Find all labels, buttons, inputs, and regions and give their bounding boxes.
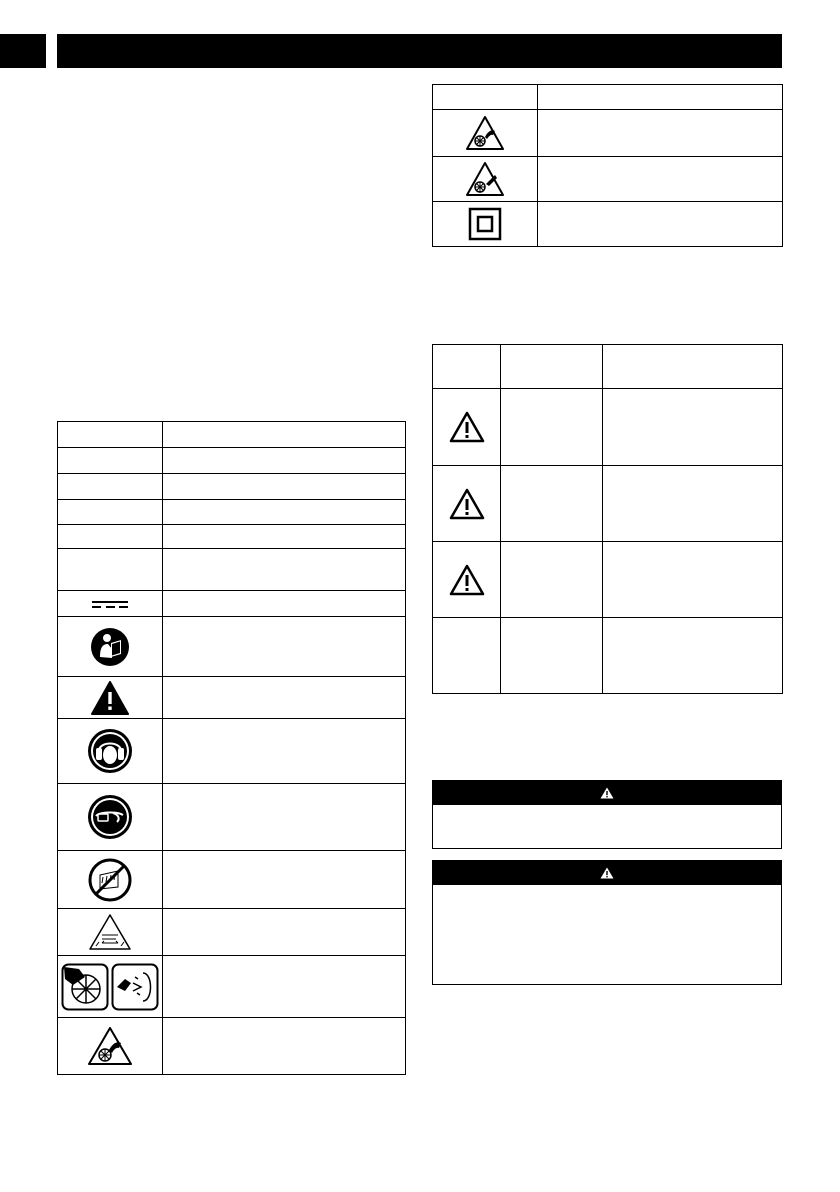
eye-protection-icon bbox=[87, 794, 133, 840]
table-header-cell bbox=[501, 345, 603, 389]
warning-header bbox=[433, 781, 781, 805]
fan-hazard-icon bbox=[465, 115, 505, 151]
safety-alert-icon bbox=[600, 867, 614, 879]
symbol-cell bbox=[58, 549, 163, 591]
description-cell bbox=[163, 1018, 406, 1075]
description-cell bbox=[163, 909, 406, 956]
header-tab bbox=[0, 34, 46, 68]
table-row bbox=[433, 466, 783, 542]
signal-word-table bbox=[432, 344, 783, 694]
description-cell bbox=[163, 525, 406, 549]
description-cell bbox=[163, 617, 406, 677]
table-header-cell bbox=[163, 422, 406, 448]
table-row bbox=[58, 549, 406, 591]
description-cell bbox=[163, 474, 406, 500]
table-row bbox=[58, 448, 406, 474]
symbol-cell bbox=[58, 617, 163, 677]
warning-box bbox=[432, 780, 782, 849]
safety-alert-icon bbox=[91, 681, 129, 715]
table-header-cell bbox=[58, 422, 163, 448]
table-row bbox=[433, 542, 783, 618]
symbol-cell bbox=[58, 525, 163, 549]
meaning-cell bbox=[603, 542, 783, 618]
symbol-cell bbox=[58, 851, 163, 909]
meaning-cell bbox=[603, 618, 783, 694]
symbol-cell bbox=[58, 500, 163, 525]
table-header-cell bbox=[433, 345, 501, 389]
symbol-cell bbox=[433, 389, 501, 466]
table-row bbox=[58, 719, 406, 784]
symbol-cell bbox=[433, 542, 501, 618]
ear-protection-icon bbox=[87, 728, 133, 774]
description-cell bbox=[163, 677, 406, 719]
table-row bbox=[433, 618, 783, 694]
signal-word-cell bbox=[501, 466, 603, 542]
rotating-blades-icon bbox=[61, 963, 159, 1011]
table-header-row bbox=[433, 85, 783, 110]
table-row bbox=[58, 525, 406, 549]
symbol-cell bbox=[58, 677, 163, 719]
table-header-row bbox=[58, 422, 406, 448]
no-rain-icon bbox=[87, 857, 133, 903]
table-header-row bbox=[433, 345, 783, 389]
warning-body bbox=[433, 885, 781, 893]
symbol-cell bbox=[433, 157, 538, 202]
symbol-cell bbox=[58, 1018, 163, 1075]
table-row bbox=[433, 157, 783, 202]
table-row bbox=[58, 474, 406, 500]
description-cell bbox=[538, 202, 783, 247]
symbol-cell bbox=[433, 618, 501, 694]
table-row bbox=[433, 389, 783, 466]
description-cell bbox=[163, 591, 406, 617]
symbol-cell bbox=[58, 448, 163, 474]
table-row bbox=[58, 617, 406, 677]
description-cell bbox=[163, 784, 406, 851]
symbol-cell bbox=[433, 202, 538, 247]
warning-header bbox=[433, 861, 781, 885]
symbol-cell bbox=[58, 909, 163, 956]
symbol-cell bbox=[58, 956, 163, 1018]
description-cell bbox=[163, 719, 406, 784]
table-row bbox=[58, 1018, 406, 1075]
table-row bbox=[58, 784, 406, 851]
table-row bbox=[433, 110, 783, 157]
symbol-cell bbox=[433, 110, 538, 157]
meaning-cell bbox=[603, 466, 783, 542]
description-cell bbox=[538, 157, 783, 202]
table-row bbox=[58, 909, 406, 956]
warning-triangle-icon bbox=[449, 411, 485, 443]
table-header-cell bbox=[603, 345, 783, 389]
signal-word-cell bbox=[501, 542, 603, 618]
description-cell bbox=[163, 500, 406, 525]
header-bar bbox=[57, 34, 782, 68]
safety-alert-icon bbox=[600, 787, 614, 799]
signal-word-cell bbox=[501, 618, 603, 694]
dc-current-icon bbox=[92, 601, 128, 608]
table-row bbox=[58, 677, 406, 719]
symbol-cell bbox=[433, 466, 501, 542]
table-row bbox=[58, 956, 406, 1018]
double-insulation-icon bbox=[468, 207, 502, 241]
description-cell bbox=[538, 110, 783, 157]
warning-body bbox=[433, 805, 781, 813]
table-row bbox=[58, 851, 406, 909]
description-cell bbox=[163, 956, 406, 1018]
symbol-table-2 bbox=[432, 84, 783, 247]
description-cell bbox=[163, 851, 406, 909]
symbol-cell bbox=[58, 784, 163, 851]
table-row bbox=[433, 202, 783, 247]
description-cell bbox=[163, 448, 406, 474]
warning-box bbox=[432, 860, 782, 985]
symbol-cell bbox=[58, 591, 163, 617]
description-cell bbox=[163, 549, 406, 591]
read-manual-icon bbox=[90, 627, 130, 667]
symbol-cell bbox=[58, 474, 163, 500]
keep-distance-icon bbox=[88, 913, 132, 951]
fan-hazard-icon bbox=[465, 161, 505, 197]
signal-word-cell bbox=[501, 389, 603, 466]
table-header-cell bbox=[538, 85, 783, 110]
warning-triangle-icon bbox=[449, 564, 485, 596]
meaning-cell bbox=[603, 389, 783, 466]
table-row bbox=[58, 500, 406, 525]
table-row bbox=[58, 591, 406, 617]
symbol-cell bbox=[58, 719, 163, 784]
symbol-table bbox=[57, 421, 406, 1075]
table-header-cell bbox=[433, 85, 538, 110]
warning-triangle-icon bbox=[449, 488, 485, 520]
fan-hazard-icon bbox=[87, 1026, 133, 1066]
